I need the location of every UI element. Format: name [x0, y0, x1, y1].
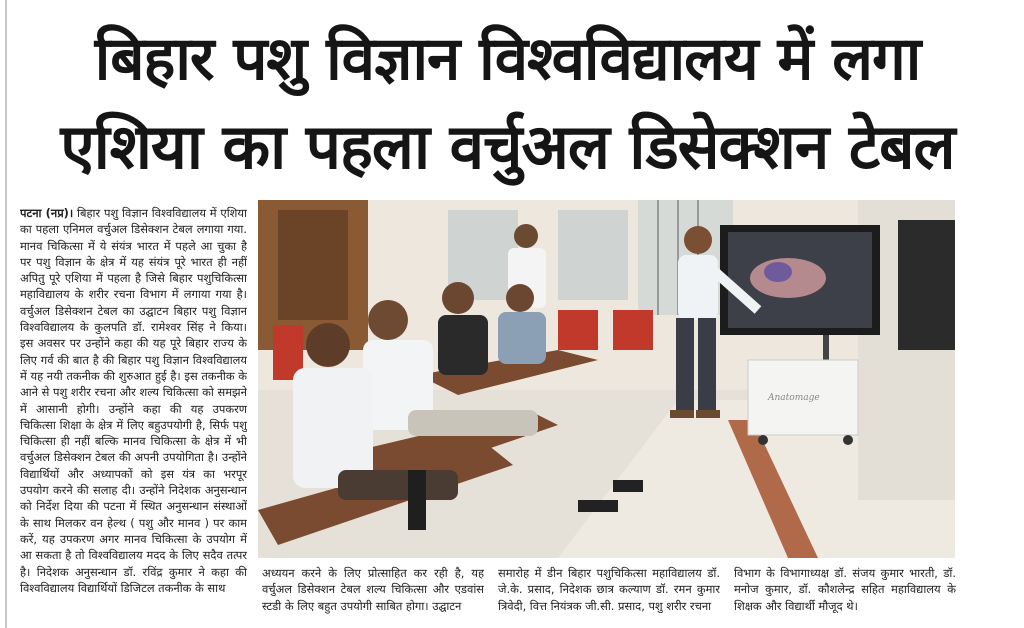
- article-column-left: [20, 205, 247, 625]
- headline-line-1: बिहार पशु विज्ञान विश्वविद्यालय में लगा: [94, 24, 921, 94]
- article-text-left: बिहार पशु विज्ञान विश्वविद्यालय में एशिया का पहला एनिमल वर्चुअल डिसेक्शन टेबल लगाया गया. मानव चिकित्सा में ये संयंत्र भारत में पहले आ चुका है पर पशु विज्ञान के क्षेत्र में यह संयंत्र पूरे भारत ही नहीं अपितु पूरे एशिया में पहला है जिसे बिहार पशुचिकित्सा महाविद्यालय के शरीर रचना विभाग में लगाया गया है। वर्चुअल डिसेक्शन टेबल का उद्घाटन बिहार पशु विज्ञान विश्वविद्यालय के कुलपति डॉ. रामेश्वर सिंह ने किया। इस अवसर पर उन्होंने कहा की यह पूरे बिहार राज्य के लिए गर्व की बात है की बिहार पशु विज्ञान विश्वविद्यालय में यह नयी तकनीक की शुरुआत हुई है। इस तकनीक के आने से पशु शरीर रचना और शल्य चिकित्सा को समझने में आसानी होगी। उन्होंने कहा की यह उपकरण चिकित्सा शिक्षा के क्षेत्र में लिए बहुउपयोगी है, सिर्फ पशु चिकित्सा ही नहीं बल्कि मानव चिकित्सा के क्षेत्र में भी वर्चुअल डिसेक्शन टेबल की अपनी उपयोगिता है। उन्होंने विद्यार्थियों और अध्यापकों को इस यंत्र का भरपूर उपयोग करने की सलाह दी। उन्होंने निदेशक अनुसन्धान को निर्देश दिया की पटना में स्थित अनुसन्धान संस्थाओं के साथ मिलकर वन हेल्थ ( पशु और मानव ) पर काम करें, यह उपकरण अगर मानव चिकित्सा के उपयोग में आ सकता है तो विश्वविद्यालय मदद के लिए सदैव तत्पर है। निदेशक अनुसन्धान डॉ. रविंद्र कुमार ने कहा की विश्वविद्यालय विद्यार्थियों डिजिटल तकनीक के साथ: [20, 206, 247, 595]
- article-column-bottom-1: अध्ययन करने के लिए प्रोत्साहित कर रही है, यह वर्चुअल डिसेक्शन टेबल शल्य चिकित्सा और एडवांस स्टडी के लिए बहुत उपयोगी साबित होगा। उद्घाटन: [262, 566, 484, 613]
- article-column-bottom-2: समारोह में डीन बिहार पशुचिकित्सा महाविद्यालय डॉ. जे.के. प्रसाद, निदेशक छात्र कल्याण डॉ. रमन कुमार त्रिवेदी, वित्त नियंत्रक जी.सी. प्रसाद, पशु शरीर रचना: [498, 566, 720, 613]
- news-photo: [258, 200, 955, 558]
- cart-label: Anatomage: [768, 393, 820, 403]
- page-edge-rule: [5, 0, 7, 628]
- article-column-bottom-3: विभाग के विभागाध्यक्ष डॉ. संजय कुमार भारती, डॉ. मनोज कुमार, डॉ. कौशलेन्द्र सहित महाविद्यालय के शिक्षक और विद्यार्थी मौजूद थे।: [734, 566, 956, 613]
- headline-line-2: एशिया का पहला वर्चुअल डिसेक्शन टेबल: [60, 110, 955, 183]
- dateline: पटना (नप्र)।: [20, 206, 74, 220]
